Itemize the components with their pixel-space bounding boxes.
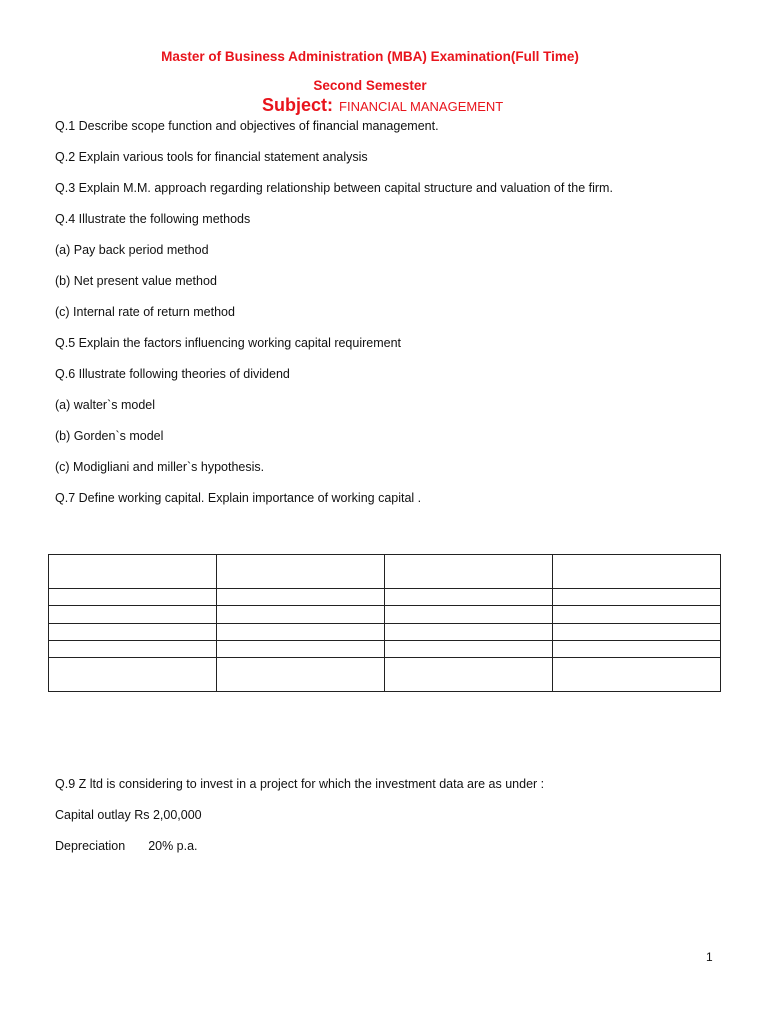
table-row [49, 623, 721, 640]
table-cell [49, 640, 217, 657]
capital-outlay-line: Capital outlay Rs 2,00,000 [55, 808, 202, 822]
question-6c: (c) Modigliani and miller`s hypothesis. [55, 460, 265, 474]
table-cell [385, 555, 553, 589]
depreciation-value: 20% p.a. [148, 839, 198, 853]
table-cell [217, 555, 385, 589]
table-cell [385, 640, 553, 657]
question-6a: (a) walter`s model [55, 398, 156, 412]
question-4: Q.4 Illustrate the following methods [55, 212, 251, 226]
table-cell [553, 623, 721, 640]
semester-label: Second Semester [313, 78, 427, 93]
depreciation-line [55, 839, 198, 853]
table-row [49, 606, 721, 623]
question-6b: (b) Gorden`s model [55, 429, 164, 443]
depreciation-label: Depreciation [55, 839, 126, 853]
question-1: Q.1 Describe scope function and objectives of financial management. [55, 119, 439, 133]
table-cell [49, 606, 217, 623]
subject-value: FINANCIAL MANAGEMENT [339, 99, 504, 114]
question-7: Q.7 Define working capital. Explain importance of working capital . [55, 491, 422, 505]
table-row [49, 640, 721, 657]
table-cell [49, 589, 217, 606]
table-cell [217, 640, 385, 657]
question-9: Q.9 Z ltd is considering to invest in a project for which the investment data are as under : [55, 777, 545, 791]
table-cell [49, 623, 217, 640]
table-cell [385, 589, 553, 606]
exam-title: Master of Business Administration (MBA) Examination(Full Time) [161, 49, 579, 64]
table-cell [553, 640, 721, 657]
table-cell [217, 623, 385, 640]
table-cell [553, 589, 721, 606]
subject-label: Subject: [262, 95, 334, 115]
table-cell [553, 606, 721, 623]
table-cell [49, 657, 217, 691]
question-4c: (c) Internal rate of return method [55, 305, 235, 319]
table-row [49, 657, 721, 691]
table-cell [553, 657, 721, 691]
empty-table [48, 554, 721, 692]
question-2: Q.2 Explain various tools for financial statement analysis [55, 150, 368, 164]
table-cell [217, 589, 385, 606]
table-cell [217, 657, 385, 691]
subject-line [262, 95, 503, 116]
table-row [49, 589, 721, 606]
table-cell [553, 555, 721, 589]
question-6: Q.6 Illustrate following theories of dividend [55, 367, 290, 381]
table-cell [385, 606, 553, 623]
question-5: Q.5 Explain the factors influencing working capital requirement [55, 336, 402, 350]
table-row [49, 555, 721, 589]
question-3: Q.3 Explain M.M. approach regarding relationship between capital structure and valuation of the firm. [55, 181, 613, 195]
table-cell [385, 657, 553, 691]
question-4a: (a) Pay back period method [55, 243, 209, 257]
table-cell [217, 606, 385, 623]
table-cell [385, 623, 553, 640]
page-number: 1 [706, 950, 713, 964]
table-cell [49, 555, 217, 589]
question-4b: (b) Net present value method [55, 274, 217, 288]
